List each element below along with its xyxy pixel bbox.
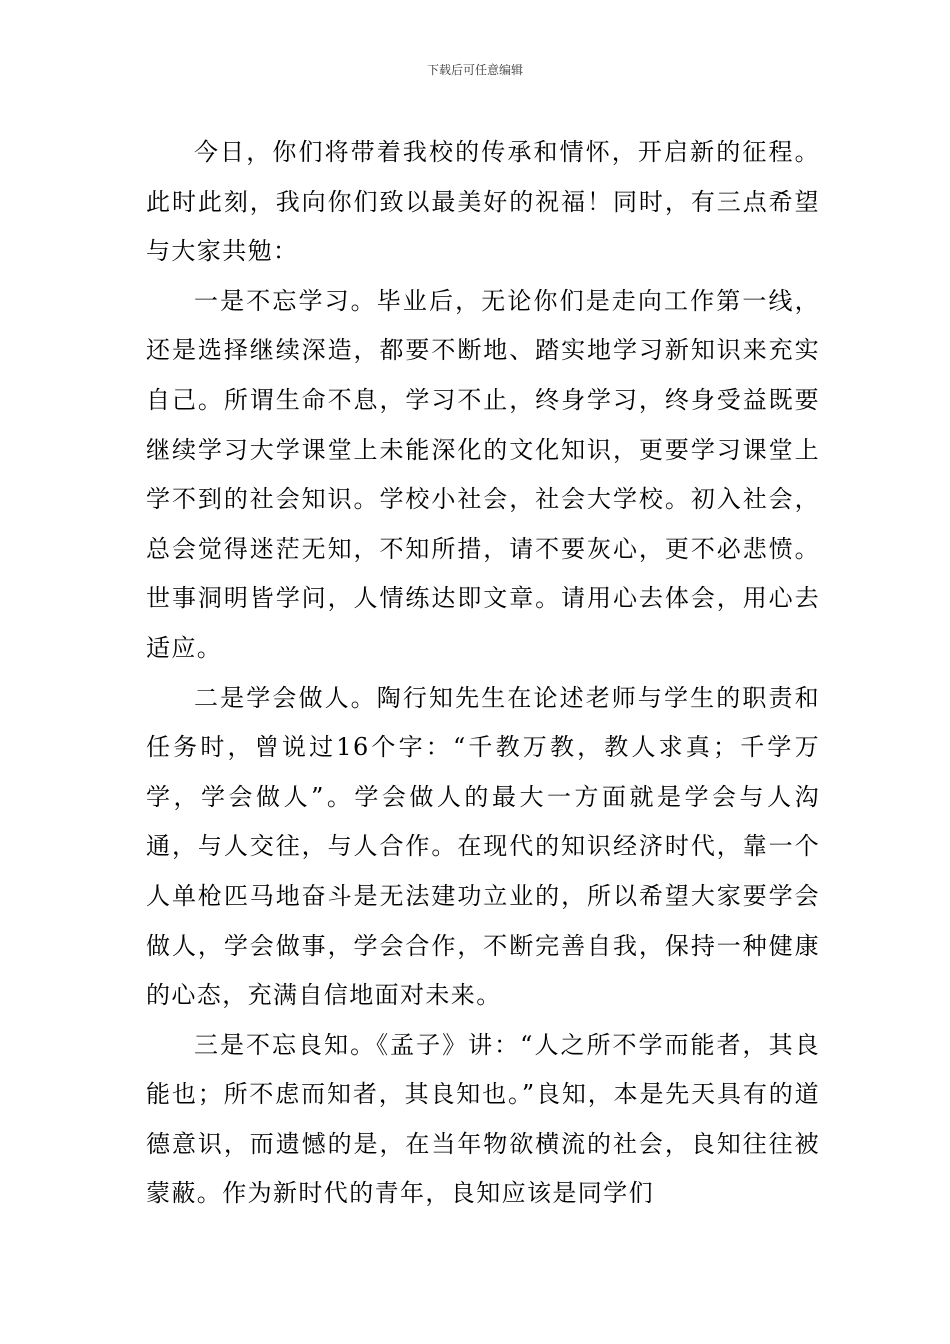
paragraph-point-three: 三是不忘良知。《孟子》讲：“人之所不学而能者，其良能也；所不虑而知者，其良知也。”良知，本是先天具有的道德意识，而遗憾的是，在当年物欲横流的社会，良知往往被蒙蔽。作为新时代的青年，良知应该是同学们	[146, 1030, 820, 1208]
page-header: 下载后可任意编辑	[426, 63, 523, 77]
paragraph-point-two: 二是学会做人。陶行知先生在论述老师与学生的职责和任务时，曾说过16个字：“千教万教，教人求真；千学万学，学会做人”。学会做人的最大一方面就是学会与人沟通，与人交往，与人合作。在现代的知识经济时代，靠一个人单枪匹马地奋斗是无法建功立业的，所以希望大家要学会做人，学会做事，学会合作，不断完善自我，保持一种健康的心态，充满自信地面对未来。	[146, 683, 820, 1010]
paragraph-point-one: 一是不忘学习。毕业后，无论你们是走向工作第一线，还是选择继续深造，都要不断地、踏实地学习新知识来充实自己。所谓生命不息，学习不止，终身学习，终身受益既要继续学习大学课堂上未能深化的文化知识，更要学习课堂上学不到的社会知识。学校小社会，社会大学校。初入社会，总会觉得迷茫无知，不知所措，请不要灰心，更不必悲愤。世事洞明皆学问，人情练达即文章。请用心去体会，用心去适应。	[146, 286, 820, 662]
document-body	[146, 128, 820, 1219]
paragraph-intro: 今日，你们将带着我校的传承和情怀，开启新的征程。此时此刻，我向你们致以最美好的祝福！同时，有三点希望与大家共勉：	[146, 138, 820, 266]
